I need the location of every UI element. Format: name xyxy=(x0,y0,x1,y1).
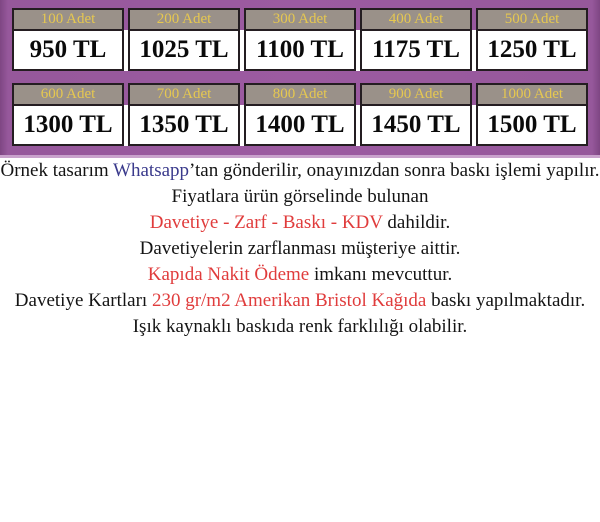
note-price-includes-items xyxy=(0,210,600,236)
qty-header: 300 Adet xyxy=(244,8,356,30)
price-table-600-1000 xyxy=(12,83,588,146)
qty-header: 900 Adet xyxy=(360,83,472,105)
paper-spec-text: 230 gr/m2 Amerikan Bristol Kağıda xyxy=(151,290,427,311)
price-cell: 1450 TL xyxy=(360,105,472,146)
note-text: imkanı mevcuttur. xyxy=(309,264,453,285)
price-table-100-500 xyxy=(12,8,588,71)
qty-header: 800 Adet xyxy=(244,83,356,105)
qty-header: 200 Adet xyxy=(128,8,240,30)
note-cash-on-delivery xyxy=(0,262,600,288)
qty-header: 600 Adet xyxy=(12,83,124,105)
quantity-header-row xyxy=(12,8,588,30)
note-text: Davetiye Kartları xyxy=(14,290,152,311)
note-color-difference: Işık kaynaklı baskıda renk farklılığı olabilir. xyxy=(132,316,468,337)
note-sample-design xyxy=(0,158,600,184)
note-text: ’tan gönderilir, onayınızdan sonra baskı işlemi yapılır. xyxy=(189,160,600,181)
price-cell: 1400 TL xyxy=(244,105,356,146)
price-cell: 1175 TL xyxy=(360,30,472,71)
price-cell: 1250 TL xyxy=(476,30,588,71)
price-cell: 950 TL xyxy=(12,30,124,71)
price-cell: 1500 TL xyxy=(476,105,588,146)
note-text: Örnek tasarım xyxy=(0,160,114,181)
note-text: dahildir. xyxy=(382,212,451,233)
price-cell: 1300 TL xyxy=(12,105,124,146)
note-enveloping: Davetiyelerin zarflanması müşteriye aittir. xyxy=(139,238,461,259)
qty-header: 100 Adet xyxy=(12,8,124,30)
price-value-row xyxy=(12,105,588,146)
info-notes xyxy=(0,158,600,340)
qty-header: 1000 Adet xyxy=(476,83,588,105)
cash-payment-text: Kapıda Nakit Ödeme xyxy=(147,264,310,285)
price-cell: 1100 TL xyxy=(244,30,356,71)
qty-header: 500 Adet xyxy=(476,8,588,30)
qty-header: 400 Adet xyxy=(360,8,472,30)
note-text: baskı yapılmaktadır. xyxy=(426,290,586,311)
price-value-row xyxy=(12,30,588,71)
note-paper-type xyxy=(0,288,600,314)
pricing-band xyxy=(0,0,600,158)
qty-header: 700 Adet xyxy=(128,83,240,105)
quantity-header-row xyxy=(12,83,588,105)
whatsapp-text: Whatsapp xyxy=(113,160,190,181)
included-items-text: Davetiye - Zarf - Baskı - KDV xyxy=(149,212,383,233)
price-cell: 1350 TL xyxy=(128,105,240,146)
price-cell: 1025 TL xyxy=(128,30,240,71)
note-price-includes-intro: Fiyatlara ürün görselinde bulunan xyxy=(171,186,429,207)
